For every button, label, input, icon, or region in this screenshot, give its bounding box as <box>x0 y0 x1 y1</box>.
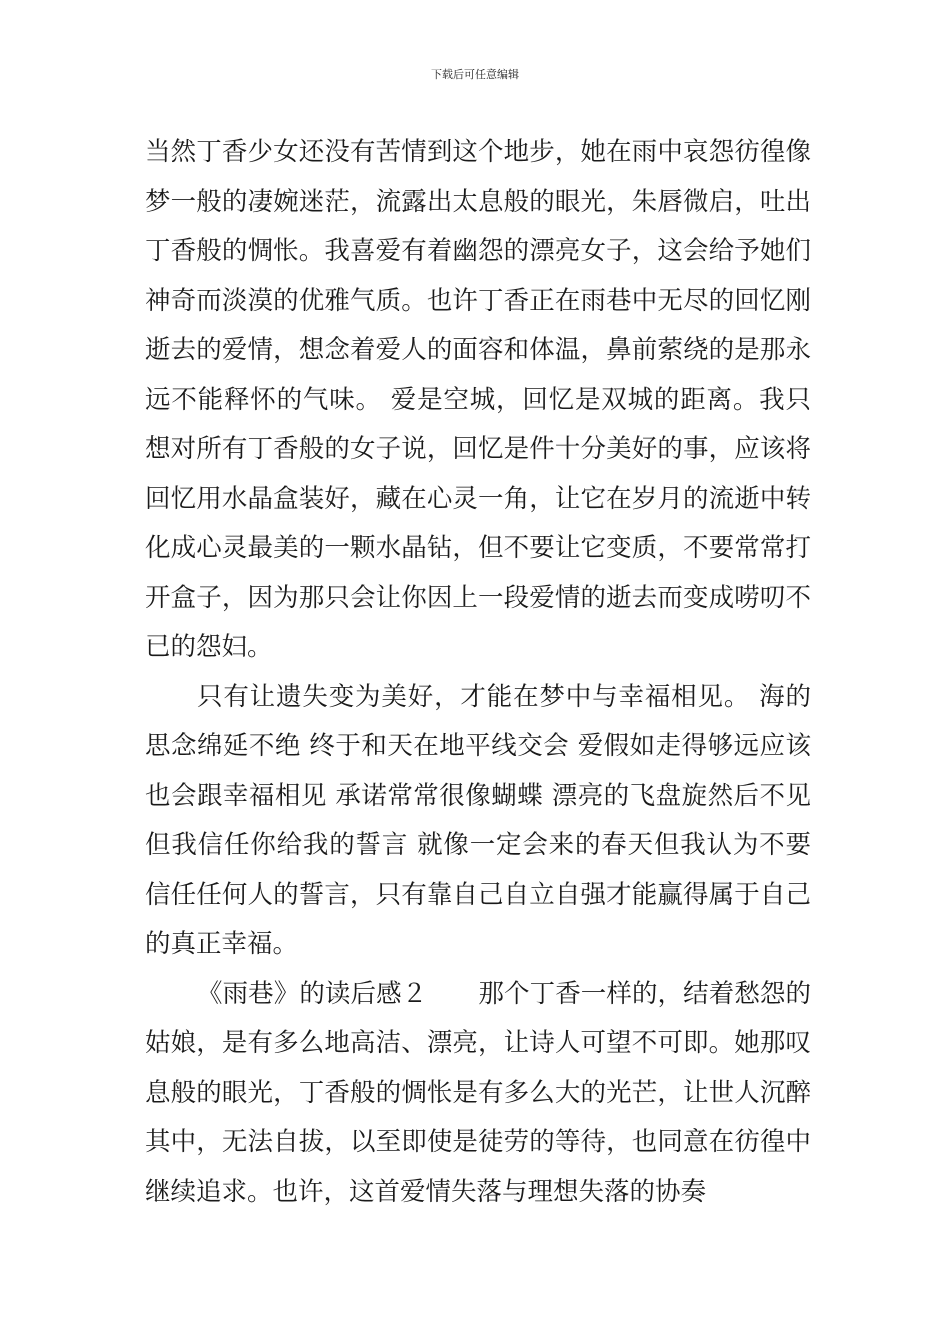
paragraph-1: 当然丁香少女还没有苦情到这个地步，她在雨中哀怨彷徨像梦一般的凄婉迷茫，流露出太息般的眼光，朱唇微启，吐出丁香般的惆怅。我喜爱有着幽怨的漂亮女子，这会给予她们神奇而淡漠的优雅气质。也许丁香正在雨巷中无尽的回忆刚逝去的爱情，想念着爱人的面容和体温，鼻前萦绕的是那永远不能释怀的气味。 爱是空城，回忆是双城的距离。我只想对所有丁香般的女子说，回忆是件十分美好的事，应该将回忆用水晶盒装好，藏在心灵一角，让它在岁月的流逝中转化成心灵最美的一颗水晶钻，但不要让它变质，不要常常打开盒子，因为那只会让你因上一段爱情的逝去而变成唠叨不已的怨妇。 <box>145 137 811 662</box>
paragraph-3: 《雨巷》的读后感２ 那个丁香一样的，结着愁怨的姑娘，是有多么地高洁、漂亮，让诗人可望不可即。她那叹息般的眼光，丁香般的惆怅是有多么大的光芒，让世人沉醉其中，无法自拔，以至即使是徒劳的等待，也同意在彷徨中继续追求。也许，这首爱情失落与理想失落的协奏 <box>145 978 811 1207</box>
document-body <box>145 128 811 1217</box>
page-header: 下载后可任意编辑 <box>431 68 519 81</box>
paragraph-2: 只有让遗失变为美好，才能在梦中与幸福相见。 海的思念绵延不绝 终于和天在地平线交会 爱假如走得够远应该也会跟幸福相见 承诺常常很像蝴蝶 漂亮的飞盘旋然后不见 但我信任你给我的誓言 就像一定会来的春天但我认为不要信任任何人的誓言，只有靠自己自立自强才能赢得属于自己的真正幸福。 <box>145 681 811 959</box>
